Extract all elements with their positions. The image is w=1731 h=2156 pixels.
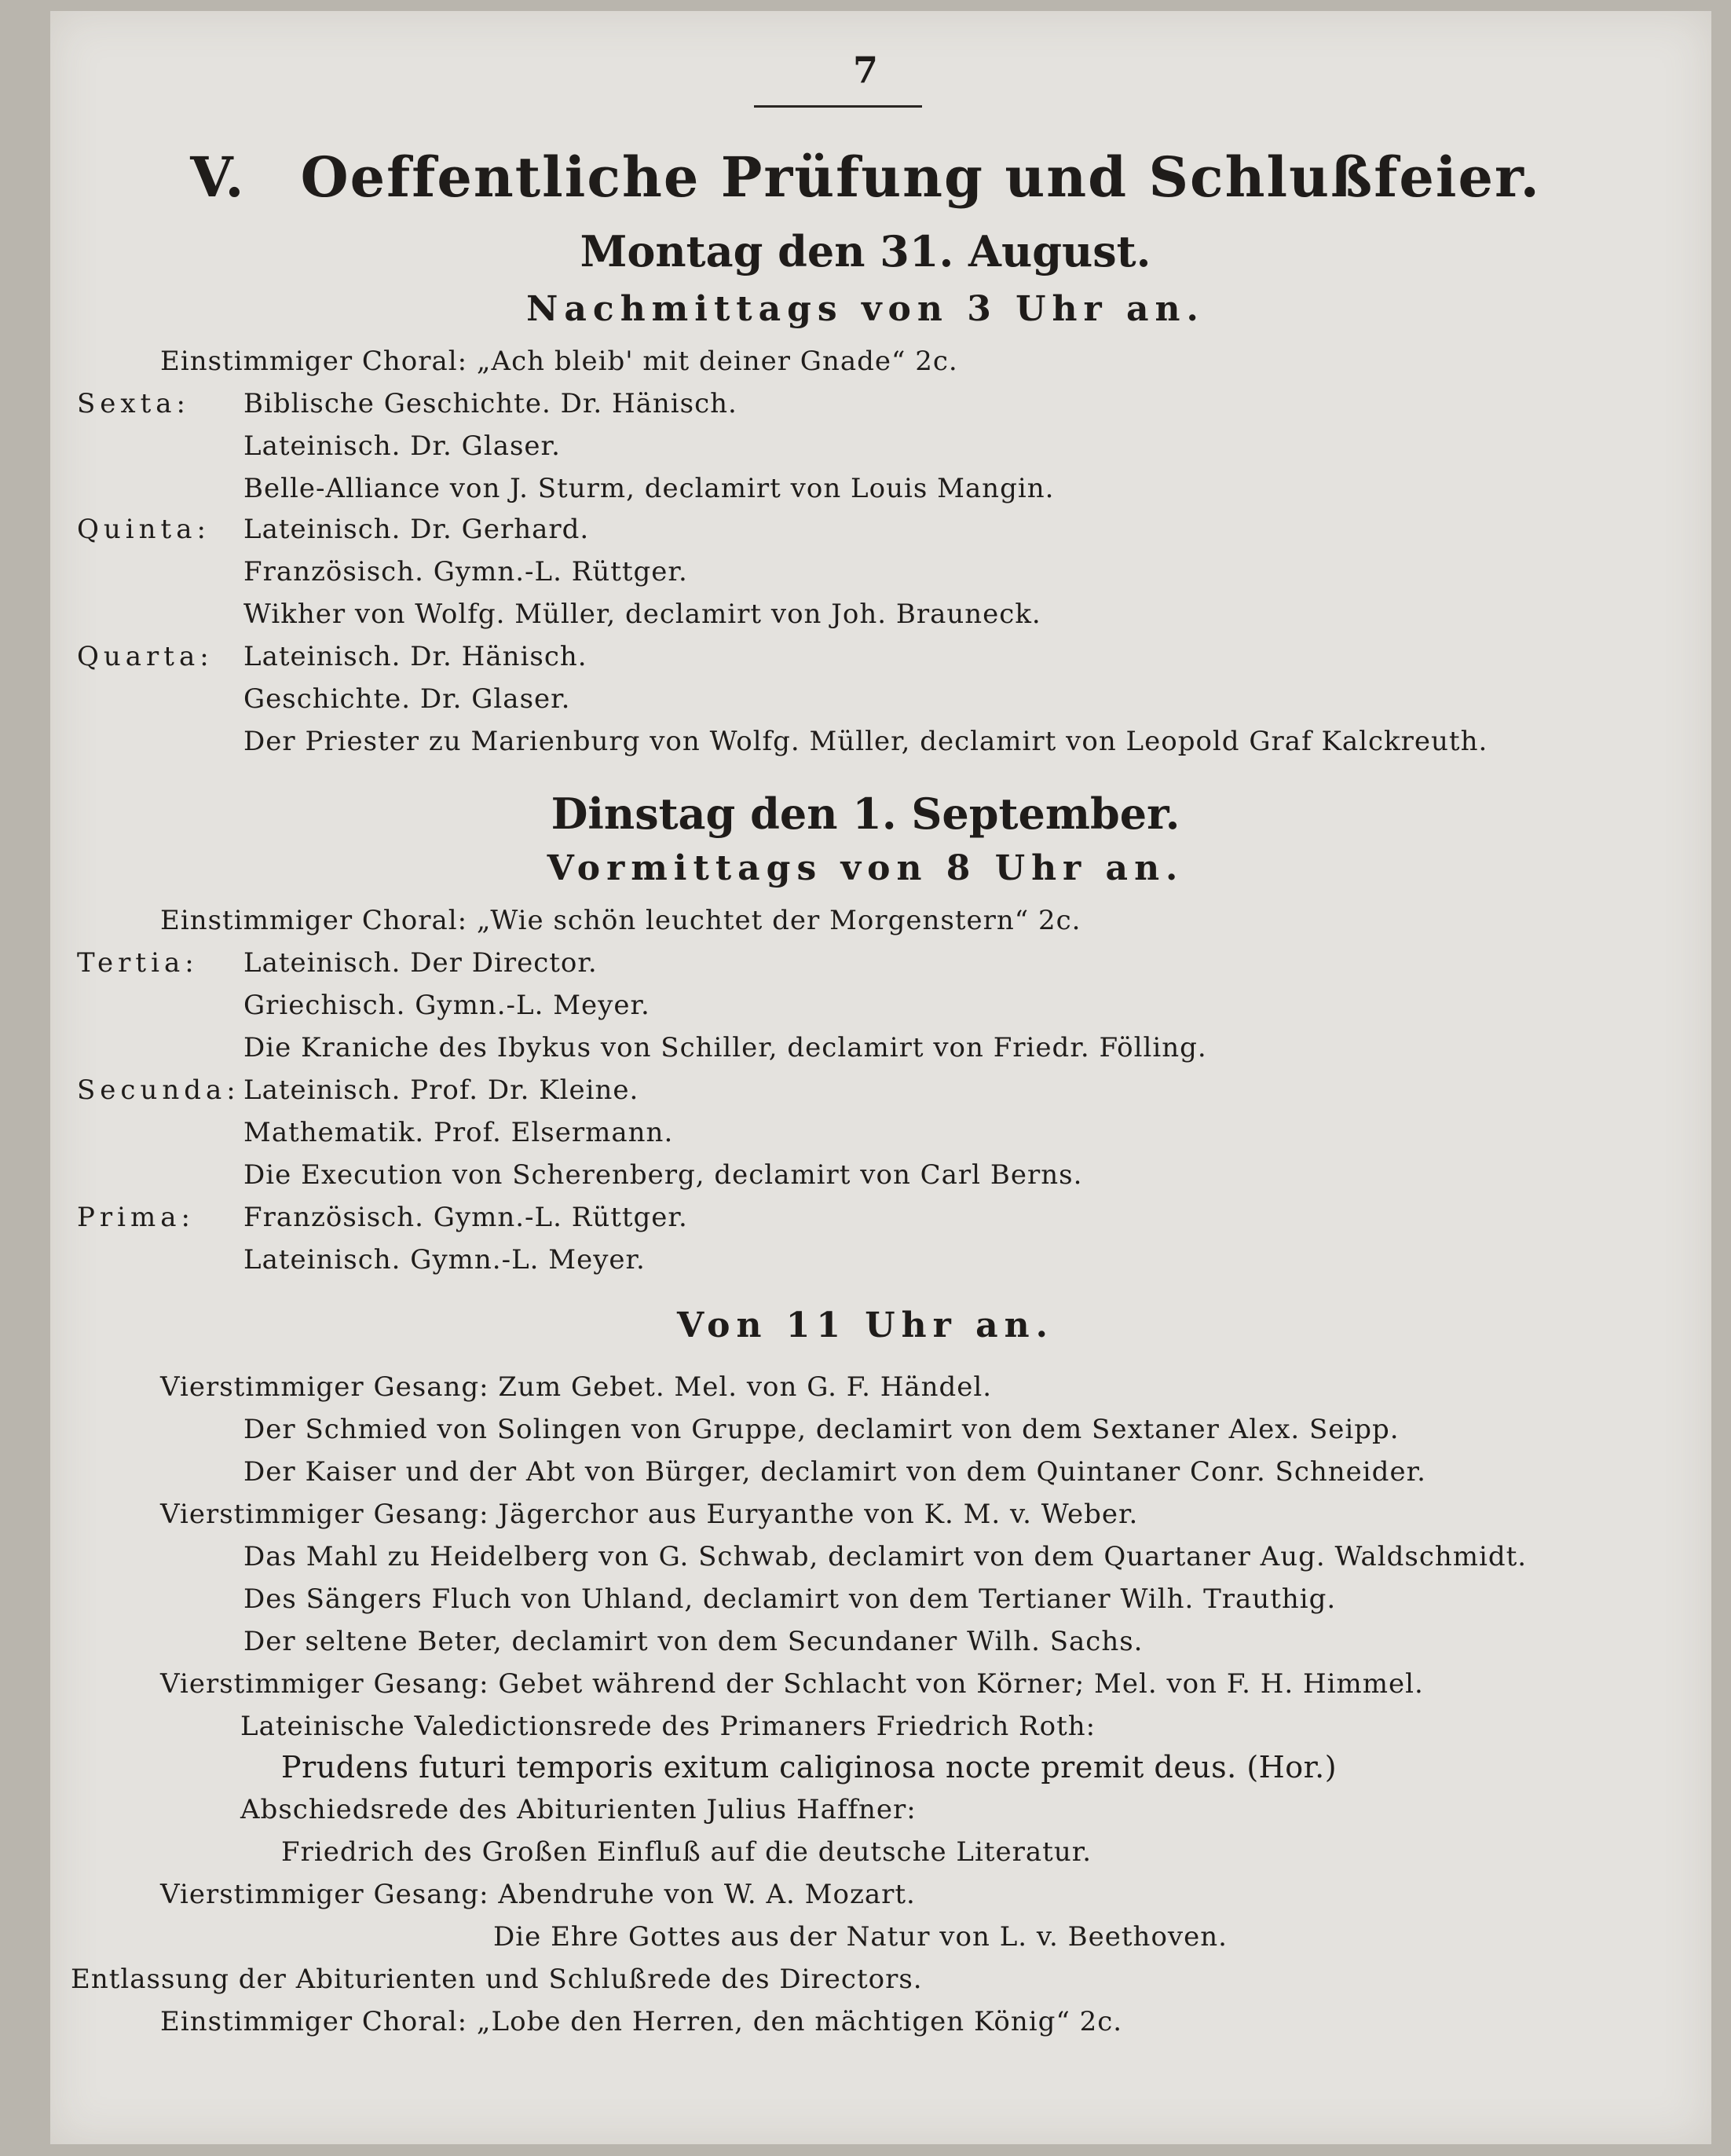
quarta-item-3: Der Priester zu Marienburg von Wolfg. Müller, declamirt von Leopold Graf Kalckreuth. <box>243 726 1488 757</box>
sexta-item-2: Lateinisch. Dr. Glaser. <box>243 430 561 462</box>
prima-item-2: Lateinisch. Gymn.-L. Meyer. <box>243 1244 646 1276</box>
sexta-label: Sexta: <box>77 388 190 419</box>
program-line-7: Der seltene Beter, declamirt von dem Secundaner Wilh. Sachs. <box>243 1626 1144 1657</box>
program-line-1: Vierstimmiger Gesang: Zum Gebet. Mel. von G. F. Händel. <box>160 1371 993 1403</box>
page-number: 7 <box>852 49 878 91</box>
sexta-item-1: Biblische Geschichte. Dr. Hänisch. <box>243 388 737 419</box>
program-line-15: Entlassung der Abiturienten und Schlußrede des Directors. <box>71 1964 923 1995</box>
tertia-item-1: Lateinisch. Der Director. <box>243 947 598 979</box>
quarta-item-1: Lateinisch. Dr. Hänisch. <box>243 641 587 672</box>
program-line-8: Vierstimmiger Gesang: Gebet während der Schlacht von Körner; Mel. von F. H. Himmel. <box>160 1668 1424 1700</box>
program-line-14: Die Ehre Gottes aus der Natur von L. v. Beethoven. <box>493 1921 1228 1953</box>
quinta-label: Quinta: <box>77 514 210 545</box>
program-line-3: Der Kaiser und der Abt von Bürger, declamirt von dem Quintaner Conr. Schneider. <box>243 1456 1426 1488</box>
latin-quote: Prudens futuri temporis exitum caliginosa nocte premit deus. (Hor.) <box>281 1750 1338 1784</box>
monday-heading: Montag den 31. August. <box>580 226 1151 276</box>
tuesday-choral: Einstimmiger Choral: „Wie schön leuchtet der Morgenstern“ 2c. <box>160 905 1081 936</box>
program-line-13: Vierstimmiger Gesang: Abendruhe von W. A. Mozart. <box>160 1879 916 1910</box>
quarta-item-2: Geschichte. Dr. Glaser. <box>243 683 571 715</box>
program-line-11: Abschiedsrede des Abiturienten Julius Haffner: <box>240 1794 917 1825</box>
quinta-item-2: Französisch. Gymn.-L. Rüttger. <box>243 556 688 588</box>
prima-item-1: Französisch. Gymn.-L. Rüttger. <box>243 1202 688 1233</box>
eleven-time: Von 11 Uhr an. <box>677 1305 1054 1345</box>
quarta-label: Quarta: <box>77 641 214 672</box>
section-title-text: Oeffentliche Prüfung und Schlußfeier. <box>300 145 1541 210</box>
section-title <box>0 145 1731 210</box>
program-line-4: Vierstimmiger Gesang: Jägerchor aus Euryanthe von K. M. v. Weber. <box>160 1499 1139 1530</box>
secunda-label: Secunda: <box>77 1074 240 1106</box>
quinta-item-3: Wikher von Wolfg. Müller, declamirt von Joh. Brauneck. <box>243 598 1041 630</box>
sexta-item-3: Belle-Alliance von J. Sturm, declamirt von Louis Mangin. <box>243 473 1055 504</box>
monday-choral: Einstimmiger Choral: „Ach bleib' mit deiner Gnade“ 2c. <box>160 346 958 377</box>
program-line-12: Friedrich des Großen Einfluß auf die deutsche Literatur. <box>281 1836 1092 1868</box>
quinta-item-1: Lateinisch. Dr. Gerhard. <box>243 514 590 545</box>
program-line-16: Einstimmiger Choral: „Lobe den Herren, den mächtigen König“ 2c. <box>160 2006 1123 2037</box>
secunda-item-3: Die Execution von Scherenberg, declamirt von Carl Berns. <box>243 1159 1083 1191</box>
program-line-5: Das Mahl zu Heidelberg von G. Schwab, declamirt von dem Quartaner Aug. Waldschmidt. <box>243 1541 1528 1572</box>
program-line-2: Der Schmied von Solingen von Gruppe, declamirt von dem Sextaner Alex. Seipp. <box>243 1414 1400 1445</box>
secunda-item-1: Lateinisch. Prof. Dr. Kleine. <box>243 1074 639 1106</box>
prima-label: Prima: <box>77 1202 195 1233</box>
page-number-rule <box>754 105 922 108</box>
tertia-item-2: Griechisch. Gymn.-L. Meyer. <box>243 990 650 1021</box>
tertia-label: Tertia: <box>77 947 199 979</box>
monday-time: Nachmittags von 3 Uhr an. <box>526 289 1205 329</box>
tuesday-time: Vormittags von 8 Uhr an. <box>547 848 1184 888</box>
secunda-item-2: Mathematik. Prof. Elsermann. <box>243 1117 674 1148</box>
tuesday-heading: Dinstag den 1. September. <box>551 789 1180 839</box>
section-roman-numeral: V. <box>190 145 246 210</box>
tertia-item-3: Die Kraniche des Ibykus von Schiller, declamirt von Friedr. Fölling. <box>243 1032 1207 1063</box>
program-line-6: Des Sängers Fluch von Uhland, declamirt von dem Tertianer Wilh. Trauthig. <box>243 1583 1337 1615</box>
program-line-9: Lateinische Valedictionsrede des Primaners Friedrich Roth: <box>240 1711 1096 1742</box>
